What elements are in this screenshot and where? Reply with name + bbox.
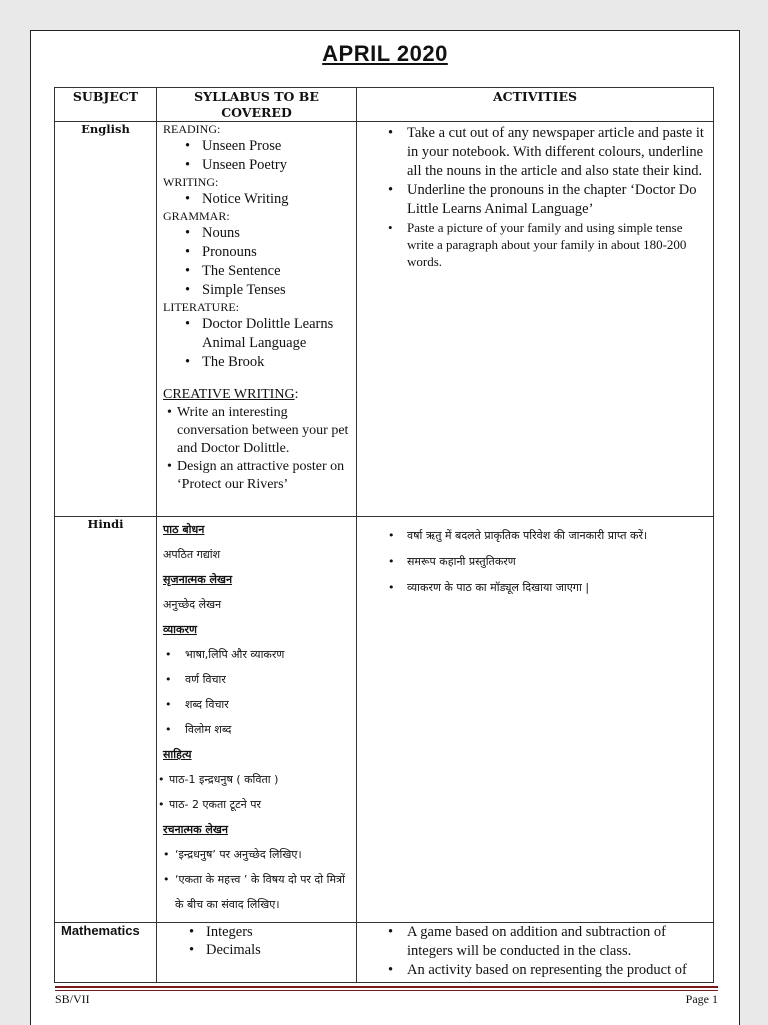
list-item: • वर्षा ऋतु में बदलते प्राकृतिक परिवेश की जानकारी प्राप्त करें। bbox=[357, 523, 713, 549]
list-item: • समरूप कहानी प्रस्तुतिकरण bbox=[357, 549, 713, 575]
list-item: • पाठ-1 इन्द्रधनुष ( कविता ) bbox=[157, 767, 356, 792]
hindi-heading: पाठ बोधन bbox=[163, 523, 205, 536]
list-item: • Write an interesting conversation between your pet and Doctor Dolittle. bbox=[157, 404, 356, 458]
list-item: • Notice Writing bbox=[157, 190, 356, 209]
list-item: • An activity based on representing the product of bbox=[357, 961, 705, 980]
page-title: APRIL 2020 bbox=[322, 41, 448, 66]
writing-list bbox=[157, 190, 356, 209]
creative-writing-colon: : bbox=[294, 387, 299, 402]
table-header-row bbox=[55, 88, 714, 122]
english-activity-list bbox=[357, 122, 713, 270]
maths-row bbox=[55, 923, 714, 983]
list-item: • Take a cut out of any newspaper article and paste it in your notebook. With different colours, underline all the nouns in the article and also state their kind. bbox=[357, 124, 705, 181]
list-item: • ‘इन्द्रधनुष’ पर अनुच्छेद लिखिए। bbox=[157, 842, 356, 867]
list-item: • शब्द विचार bbox=[157, 692, 356, 717]
maths-syllabus-list bbox=[157, 923, 356, 959]
hindi-activities bbox=[357, 517, 714, 923]
hindi-row bbox=[55, 517, 714, 923]
footer-rule-thin bbox=[55, 990, 718, 991]
hindi-text: अपठित गद्यांश bbox=[163, 548, 221, 561]
footer-rule bbox=[55, 986, 718, 988]
hindi-activity-list bbox=[357, 517, 713, 601]
hindi-syllabus bbox=[157, 517, 357, 923]
subject-maths: Mathematics bbox=[55, 923, 157, 983]
header-subject: SUBJECT bbox=[55, 88, 157, 122]
list-item: • Nouns bbox=[157, 224, 356, 243]
creative-list bbox=[157, 404, 356, 494]
english-row bbox=[55, 122, 714, 517]
list-item: • Simple Tenses bbox=[157, 281, 356, 300]
header-syllabus: SYLLABUS TO BE COVERED bbox=[157, 88, 357, 122]
list-item: • विलोम शब्द bbox=[157, 717, 356, 742]
reading-list bbox=[157, 137, 356, 175]
hindi-text: अनुच्छेद लेखन bbox=[163, 598, 222, 611]
creative-writing-caption bbox=[157, 386, 356, 404]
list-item: • The Sentence bbox=[157, 262, 356, 281]
list-item: • व्याकरण के पाठ का मॉड्यूल दिखाया जाएगा | bbox=[357, 575, 713, 601]
list-item: • Paste a picture of your family and using simple tense write a paragraph about your family in about 180-200 words. bbox=[357, 219, 705, 270]
list-item: • Integers bbox=[161, 923, 356, 941]
footer-class-code: SB/VII bbox=[55, 992, 90, 1006]
footer-page-number: Page 1 bbox=[685, 992, 718, 1006]
hindi-grammar-list bbox=[157, 642, 356, 742]
english-syllabus bbox=[157, 122, 357, 517]
list-item: • भाषा,लिपि और व्याकरण bbox=[157, 642, 356, 667]
subject-english: English bbox=[55, 122, 157, 517]
reading-caption: READING: bbox=[163, 122, 221, 136]
document-page bbox=[30, 30, 740, 1025]
list-item: • Underline the pronouns in the chapter ‘Doctor Do Little Learns Animal Language’ bbox=[357, 181, 705, 219]
list-item: • Doctor Dolittle Learns Animal Language bbox=[157, 315, 356, 353]
creative-writing-label: CREATIVE WRITING bbox=[163, 387, 295, 402]
hindi-heading: रचनात्मक लेखन bbox=[163, 823, 228, 836]
hindi-creative-list bbox=[157, 842, 356, 917]
list-item: • Pronouns bbox=[157, 243, 356, 262]
list-item: • Unseen Poetry bbox=[157, 156, 356, 175]
grammar-caption: GRAMMAR: bbox=[163, 209, 230, 223]
hindi-heading: व्याकरण bbox=[163, 623, 197, 636]
list-item: • Design an attractive poster on ‘Protect our Rivers’ bbox=[157, 458, 356, 494]
list-item: • A game based on addition and subtraction of integers will be conducted in the class. bbox=[357, 923, 705, 961]
list-item: • The Brook bbox=[157, 353, 356, 372]
list-item: • पाठ- 2 एकता टूटने पर bbox=[157, 792, 356, 817]
english-activities bbox=[357, 122, 714, 517]
literature-caption: LITERATURE: bbox=[163, 300, 239, 314]
header-activities: ACTIVITIES bbox=[357, 88, 714, 122]
maths-syllabus bbox=[157, 923, 357, 983]
syllabus-table bbox=[54, 87, 714, 983]
list-item: • वर्ण विचार bbox=[157, 667, 356, 692]
list-item: • Decimals bbox=[161, 941, 356, 959]
hindi-heading: सृजनात्मक लेखन bbox=[163, 573, 233, 586]
grammar-list bbox=[157, 224, 356, 300]
hindi-literature-list bbox=[157, 767, 356, 817]
maths-activity-list bbox=[357, 923, 713, 980]
list-item: • Unseen Prose bbox=[157, 137, 356, 156]
writing-caption: WRITING: bbox=[163, 175, 219, 189]
maths-activities bbox=[357, 923, 714, 983]
hindi-heading: साहित्य bbox=[163, 748, 192, 761]
literature-list bbox=[157, 315, 356, 372]
list-item: • ‘एकता के महत्त्व ’ के विषय दो पर दो मित्रों के बीच का संवाद लिखिए। bbox=[157, 867, 356, 917]
subject-hindi: Hindi bbox=[55, 517, 157, 923]
